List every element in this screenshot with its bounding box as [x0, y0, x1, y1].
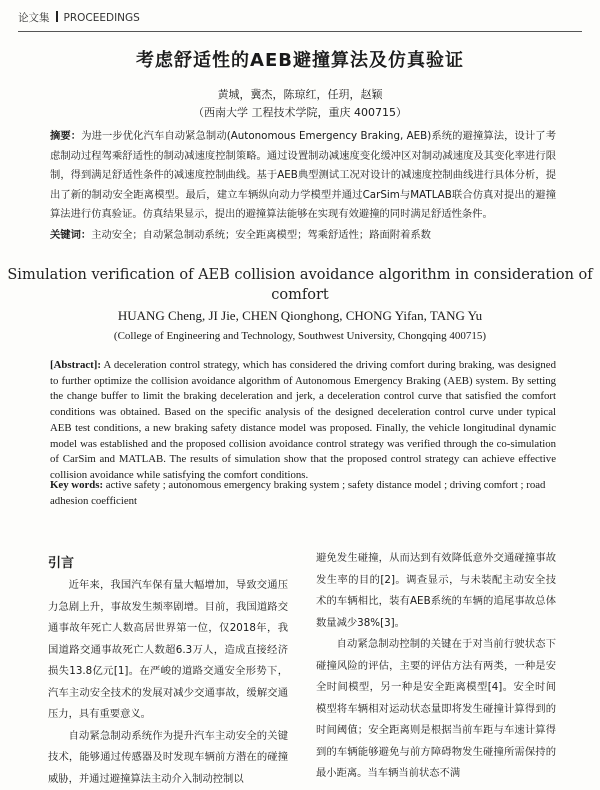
header-separator [56, 11, 58, 22]
english-abstract-label: [Abstract]: [50, 359, 101, 371]
chinese-abstract [50, 127, 556, 225]
chinese-keywords [50, 227, 556, 243]
section-heading-introduction: 引言 [48, 552, 74, 571]
english-keywords [50, 477, 556, 509]
body-column-left [48, 575, 288, 790]
chinese-abstract-text: 为进一步优化汽车自动紧急制动(Autonomous Emergency Braking, AEB)系统的避撞算法，设计了考虑制动过程驾乘舒适性的制动减速度控制策略。通过设置制动减速度变化缓冲区对制动减速度及其变化率进行限制，得到满足舒适性条件的减速度控制曲线。基于AEB典型测试工况对设计的减速度控制曲线进行具体分析，提出了新的制动安全距离模型。最后，建立车辆纵向动力学模型并通过CarSim与MATLAB联合仿真对提出的避撞算法进行仿真验证。仿真结果显示，提出的避撞算法能够在实现有效避撞的同时满足舒适性条件。 [50, 130, 556, 220]
chinese-affiliation: （西南大学 工程技术学院，重庆 400715） [0, 104, 600, 120]
body-paragraph: 避免发生碰撞，从而达到有效降低意外交通碰撞事故发生率的目的[2]。调查显示，与未装配主动安全技术的车辆相比，装有AEB系统的车辆的追尾事故总体数量减少38%[3]。 [316, 548, 556, 634]
english-keywords-text: active safety ; autonomous emergency braking system ; safety distance model ; driving comfort ; road adhesion coefficient [50, 479, 545, 507]
english-authors: HUANG Cheng, JI Jie, CHEN Qionghong, CHONG Yifan, TANG Yu [0, 308, 600, 324]
body-paragraph: 自动紧急制动控制的关键在于对当前行驶状态下碰撞风险的评估，主要的评估方法有两类，一种是安全时间模型，另一种是安全距离模型[4]。安全时间模型将车辆相对运动状态量即将发生碰撞计算得到的时间阈值；安全距离则是根据当前车距与车速计算得到的车辆能够避免与前方障碍物发生碰撞所需保持的最小距离。当车辆当前状态不满 [316, 634, 556, 785]
header-rule [18, 31, 582, 32]
body-paragraph: 自动紧急制动系统作为提升汽车主动安全的关键技术，能够通过传感器及时发现车辆前方潜在的碰撞威胁，并通过避撞算法主动介入制动控制以 [48, 726, 288, 790]
body-column-right [316, 548, 556, 785]
chinese-keywords-text: 主动安全；自动紧急制动系统；安全距离模型；驾乘舒适性；路面附着系数 [91, 229, 431, 241]
english-title: Simulation verification of AEB collision avoidance algorithm in consideration of comfort [0, 265, 600, 305]
section-label: PROCEEDINGS [64, 12, 140, 24]
running-header [18, 10, 582, 30]
english-keywords-label: Key words: [50, 479, 103, 491]
chinese-abstract-label: 摘要： [50, 130, 81, 142]
chinese-title: 考虑舒适性的AEB避撞算法及仿真验证 [0, 46, 600, 72]
english-abstract [50, 358, 556, 484]
journal-label: 论文集 [18, 12, 50, 24]
chinese-authors: 黄城，冀杰，陈琼红，任玥，赵颖 [0, 86, 600, 102]
chinese-keywords-label: 关键词： [50, 229, 91, 241]
english-abstract-text: A deceleration control strategy, which has considered the driving comfort during braking, was designed to further optimize the collision avoidance algorithm of Autonomous Emergency Braking (AEB) system. By setting the change buffer to limit the braking deceleration and jerk, a deceleration control curve that satisfied the comfort conditions was obtained. Based on the specific analysis of the designed deceleration control curve under typical AEB test conditions, a new braking safety distance model was proposed. Finally, the vehicle longitudinal dynamic model was established and the proposed collision avoidance control strategy was verified through the co-simulation of CarSim and MATLAB. The results of simulation show that the proposed control strategy can achieve effective collision avoidance while satisfying the comfort conditions. [50, 359, 556, 481]
body-paragraph: 近年来，我国汽车保有量大幅增加，导致交通压力急剧上升，事故发生频率剧增。目前，我国道路交通事故年死亡人数高居世界第一位，仅2018年，我国道路交通事故死亡人数超6.3万人，造成直接经济损失13.8亿元[1]。在严峻的道路交通安全形势下，汽车主动安全技术的发展对减少交通事故，缓解交通压力，具有重要意义。 [48, 575, 288, 726]
english-affiliation: (College of Engineering and Technology, Southwest University, Chongqing 400715) [0, 330, 600, 342]
